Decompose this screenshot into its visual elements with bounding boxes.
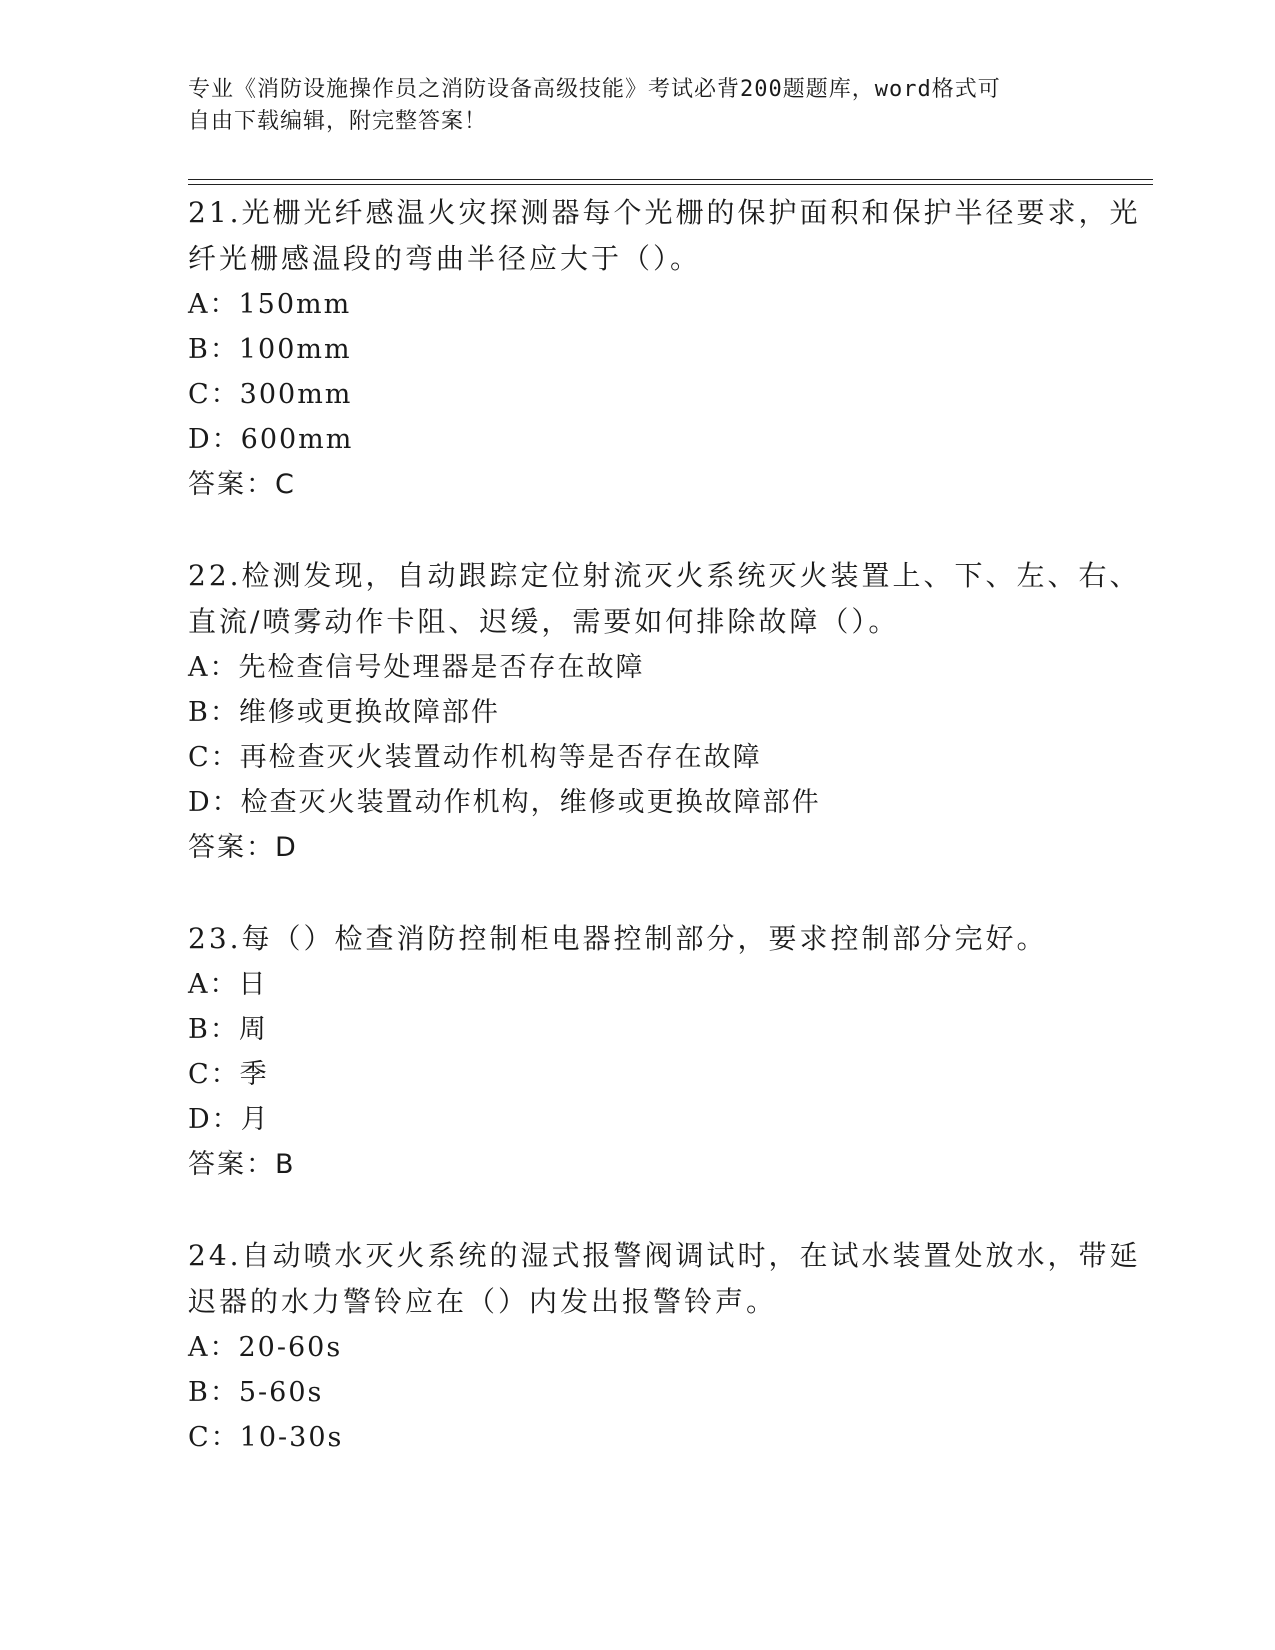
option-d: D：月 (188, 1104, 270, 1135)
option-c: C：300mm (188, 379, 353, 410)
option-d: D：600mm (188, 424, 354, 455)
question-text-line: 24.自动喷水灭火系统的湿式报警阀调试时，在试水装置处放水，带延 (188, 1239, 1141, 1272)
option-a: A：先检查信号处理器是否存在故障 (188, 652, 645, 683)
option-c: C：季 (188, 1059, 269, 1090)
header-divider-top (188, 179, 1153, 180)
answer-text: 答案：B (188, 1149, 296, 1180)
question-text-line: 纤光栅感温段的弯曲半径应大于（）。 (188, 242, 702, 275)
option-b: B：100mm (188, 334, 352, 365)
question-text-line: 23.每（）检查消防控制柜电器控制部分，要求控制部分完好。 (188, 922, 1048, 955)
question-text-line: 直流/喷雾动作卡阻、迟缓，需要如何排除故障（）。 (188, 605, 900, 638)
option-b: B：维修或更换故障部件 (188, 697, 500, 728)
option-d: D：检查灭火装置动作机构，维修或更换故障部件 (188, 787, 821, 818)
answer-text: 答案：D (188, 832, 298, 863)
question-21 (188, 188, 1141, 508)
question-text-line: 迟器的水力警铃应在（）内发出报警铃声。 (188, 1285, 778, 1318)
option-a: A：日 (188, 969, 268, 1000)
option-b: B：5-60s (188, 1377, 324, 1408)
option-a: A：150mm (188, 289, 352, 320)
question-text-line: 21.光栅光纤感温火灾探测器每个光栅的保护面积和保护半径要求，光 (188, 196, 1141, 229)
header-line-1: 专业《消防设施操作员之消防设备高级技能》考试必背200题题库，word格式可 (188, 77, 1001, 102)
option-c: C：再检查灭火装置动作机构等是否存在故障 (188, 742, 762, 773)
header-divider-bottom (188, 184, 1153, 185)
header-line-2: 自由下载编辑，附完整答案！ (188, 109, 488, 134)
question-22 (188, 553, 1141, 871)
question-text-line: 22.检测发现，自动跟踪定位射流灭火系统灭火装置上、下、左、右、 (188, 559, 1141, 592)
option-b: B：周 (188, 1014, 268, 1045)
answer-text: 答案：C (188, 469, 296, 500)
question-24 (188, 1233, 1141, 1460)
option-c: C：10-30s (188, 1422, 344, 1453)
question-list (188, 188, 1141, 1505)
option-a: A：20-60s (188, 1332, 343, 1363)
question-23 (188, 916, 1088, 1188)
document-header (188, 74, 1068, 138)
